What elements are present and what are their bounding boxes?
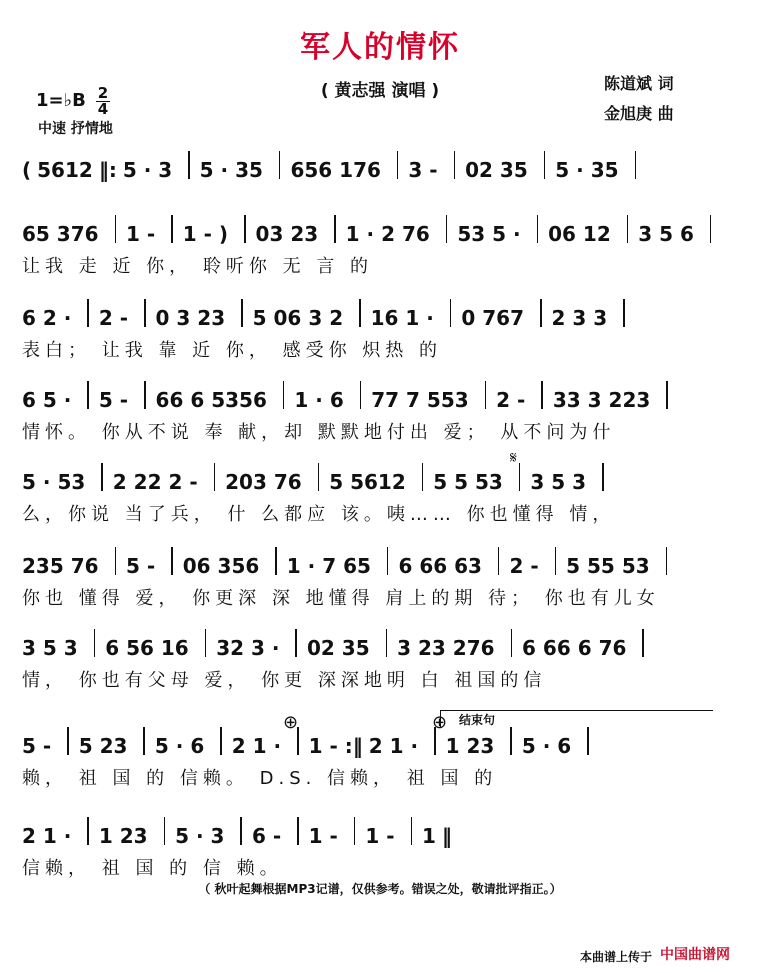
coda-mark: ⊕ — [432, 712, 448, 733]
bar-line — [387, 547, 389, 575]
bar-line — [101, 463, 103, 491]
bar-line — [244, 215, 246, 243]
bar-line — [397, 151, 399, 179]
bar-line — [240, 817, 242, 845]
note-group: 5 · 53 — [22, 470, 86, 494]
lyric-line: 赖， 祖 国 的 信赖。 D.S. 信赖， 祖 国 的 — [22, 768, 498, 789]
time-signature — [96, 86, 110, 117]
note-group: 5 · 6 — [521, 734, 572, 758]
bar-line — [541, 381, 543, 409]
bar-line — [214, 463, 216, 491]
bar-line — [635, 151, 637, 179]
note-group: 06 356 — [182, 554, 260, 578]
note-group: 6 66 63 — [398, 554, 482, 578]
note-group: 1 23 — [445, 734, 495, 758]
note-line — [22, 148, 734, 182]
note-group: 1 23 — [98, 824, 148, 848]
note-group: 02 35 — [306, 636, 370, 660]
note-group: 2 1 · — [231, 734, 282, 758]
transcriber-note: （ 秋叶起舞根据MP3记谱，仅供参考。错误之处，敬请批评指正。） — [198, 882, 562, 896]
bar-line — [642, 629, 644, 657]
note-group: 2 - — [98, 306, 129, 330]
bar-line — [422, 463, 424, 491]
composer-credit: 金旭庚 曲 — [604, 104, 674, 123]
note-line — [22, 814, 734, 848]
note-group: 3 - — [408, 158, 438, 182]
lyricist-credit: 陈道斌 词 — [604, 74, 674, 93]
note-group: 33 3 223 — [552, 388, 651, 412]
note-group: 0 767 — [461, 306, 525, 330]
note-group: 5 - — [98, 388, 129, 412]
bar-line — [87, 381, 89, 409]
note-group: 1 - — [365, 824, 395, 848]
note-group: 6 - — [251, 824, 282, 848]
upload-source-label: 本曲谱上传于 — [580, 950, 653, 964]
note-group: 0 3 23 — [155, 306, 226, 330]
bar-line — [602, 463, 604, 491]
note-group: 2 - — [509, 554, 539, 578]
bar-line — [205, 629, 207, 657]
note-group: 32 3 · — [216, 636, 280, 660]
lyric-line: 表白； 让我 靠 近 你， 感受你 炽热 的 — [22, 340, 443, 361]
bar-line — [220, 727, 222, 755]
bar-line — [318, 463, 320, 491]
note-group: 65 376 — [22, 222, 99, 246]
time-signature-bottom: 4 — [97, 100, 109, 118]
bar-line — [446, 215, 448, 243]
bar-line — [241, 299, 243, 327]
note-group: 6 66 6 76 — [522, 636, 627, 660]
bar-line — [164, 817, 166, 845]
bar-line — [627, 215, 629, 243]
bar-line — [555, 547, 557, 575]
lyric-line: 你也 懂得 爱， 你更深 深 地懂得 肩上的期 待； 你也有儿女 — [22, 588, 660, 609]
note-line — [22, 296, 734, 330]
note-group: 6 2 · — [22, 306, 72, 330]
note-line — [22, 626, 734, 660]
note-group: 02 35 — [465, 158, 528, 182]
bar-line — [334, 215, 336, 243]
note-group: 5 06 3 2 — [252, 306, 344, 330]
note-group: 03 23 — [255, 222, 319, 246]
bar-line — [295, 629, 297, 657]
note-group: 3 5 3 — [22, 636, 78, 660]
note-group: 5 55 53 — [566, 554, 650, 578]
note-line — [22, 724, 734, 758]
bar-line — [450, 299, 452, 327]
bar-line — [144, 299, 146, 327]
note-group: 2 - — [496, 388, 526, 412]
bar-line — [587, 727, 589, 755]
bar-line — [359, 299, 361, 327]
note-group: 5 5612 — [329, 470, 406, 494]
bar-line — [710, 215, 712, 243]
lyric-line: 情怀。 你从不说 奉 献，却 默默地付出 爱； 从不问为什 — [22, 422, 616, 443]
note-group: 77 7 553 — [371, 388, 469, 412]
note-group: 1 · 6 — [294, 388, 344, 412]
note-group: 66 6 5356 — [155, 388, 267, 412]
bar-line — [666, 381, 668, 409]
note-line — [22, 378, 734, 412]
note-group: 5 - — [22, 734, 52, 758]
note-group: 203 76 — [225, 470, 302, 494]
bar-line — [94, 629, 96, 657]
segno-mark: 𝄋 — [510, 448, 517, 467]
bar-line — [297, 817, 299, 845]
note-group: 1 - — [308, 824, 338, 848]
bar-line — [485, 381, 487, 409]
bar-line — [67, 727, 69, 755]
note-group: 5612 — [37, 158, 93, 182]
note-group: 5 · 35 — [199, 158, 263, 182]
bar-line — [283, 381, 285, 409]
bar-line — [623, 299, 625, 327]
bar-line — [519, 463, 521, 491]
note-group: 3 5 3 — [530, 470, 587, 494]
tempo-marking: 中速 抒情地 — [38, 121, 113, 137]
note-group: 6 5 · — [22, 388, 72, 412]
bar-line — [386, 629, 388, 657]
note-group: ( — [22, 158, 32, 182]
note-group: 2 1 · — [22, 824, 72, 848]
ending-label: 结束句 — [459, 713, 496, 727]
site-logo: 中国曲谱网 — [660, 947, 730, 963]
time-signature-top: 2 — [97, 84, 109, 102]
bar-line — [188, 151, 190, 179]
note-group: 5 · 6 — [154, 734, 205, 758]
bar-line — [411, 817, 413, 845]
note-line — [22, 460, 734, 494]
bar-line — [666, 547, 668, 575]
note-group: 1 · 2 76 — [345, 222, 430, 246]
bar-line — [87, 817, 89, 845]
note-line — [22, 212, 734, 246]
song-title: 军人的情怀 — [300, 30, 460, 65]
note-group: 2 3 3 — [551, 306, 608, 330]
note-group: 5 · 3 — [175, 824, 225, 848]
note-group: 1 · 7 65 — [286, 554, 371, 578]
note-group: 5 · 3 — [122, 158, 173, 182]
bar-line — [143, 727, 145, 755]
note-group: 235 76 — [22, 554, 99, 578]
key-signature: 1=♭B — [36, 90, 86, 111]
note-group: ‖: — [98, 158, 117, 182]
note-group: 53 5 · — [457, 222, 521, 246]
note-group: 2 1 · — [368, 734, 419, 758]
lyric-line: 情， 你也有父母 爱， 你更 深深地明 白 祖国的信 — [22, 670, 547, 691]
lyric-line: 信赖， 祖 国 的 信 赖。 — [22, 858, 283, 879]
note-group: 5 - — [126, 554, 156, 578]
singer-credit: ( 黄志强 演唱 ) — [320, 81, 440, 101]
bar-line — [544, 151, 546, 179]
note-group: 6 56 16 — [105, 636, 189, 660]
lyric-line: 么，你说 当了兵， 什 么都应 该。咦…… 你也懂得 情， — [22, 504, 616, 525]
note-group: 5 23 — [78, 734, 128, 758]
bar-line — [279, 151, 281, 179]
bar-line — [510, 727, 512, 755]
note-group: 1 - — [126, 222, 156, 246]
bar-line — [87, 299, 89, 327]
note-group: ‖ — [441, 824, 452, 848]
bar-line — [144, 381, 146, 409]
note-group: 2 22 2 - — [112, 470, 198, 494]
coda-mark: ⊕ — [283, 712, 299, 733]
note-group: 656 176 — [290, 158, 381, 182]
note-group: 5 5 53 — [433, 470, 503, 494]
bar-line — [360, 381, 362, 409]
note-group: 06 12 — [548, 222, 611, 246]
note-group: 3 5 6 — [638, 222, 694, 246]
bar-line — [454, 151, 456, 179]
ending-bracket — [440, 710, 713, 727]
note-group: 1 - :‖ — [308, 734, 363, 758]
bar-line — [354, 817, 356, 845]
bar-line — [115, 547, 117, 575]
bar-line — [171, 215, 173, 243]
bar-line — [537, 215, 539, 243]
bar-line — [115, 215, 117, 243]
note-line — [22, 544, 734, 578]
note-group: 16 1 · — [370, 306, 434, 330]
lyric-line: 让我 走 近 你， 聆听你 无 言 的 — [22, 256, 374, 277]
bar-line — [540, 299, 542, 327]
bar-line — [275, 547, 277, 575]
bar-line — [171, 547, 173, 575]
note-group: 1 — [422, 824, 436, 848]
note-group: 5 · 35 — [555, 158, 619, 182]
note-group: 1 - ) — [182, 222, 229, 246]
bar-line — [498, 547, 500, 575]
bar-line — [511, 629, 513, 657]
note-group: 3 23 276 — [397, 636, 495, 660]
